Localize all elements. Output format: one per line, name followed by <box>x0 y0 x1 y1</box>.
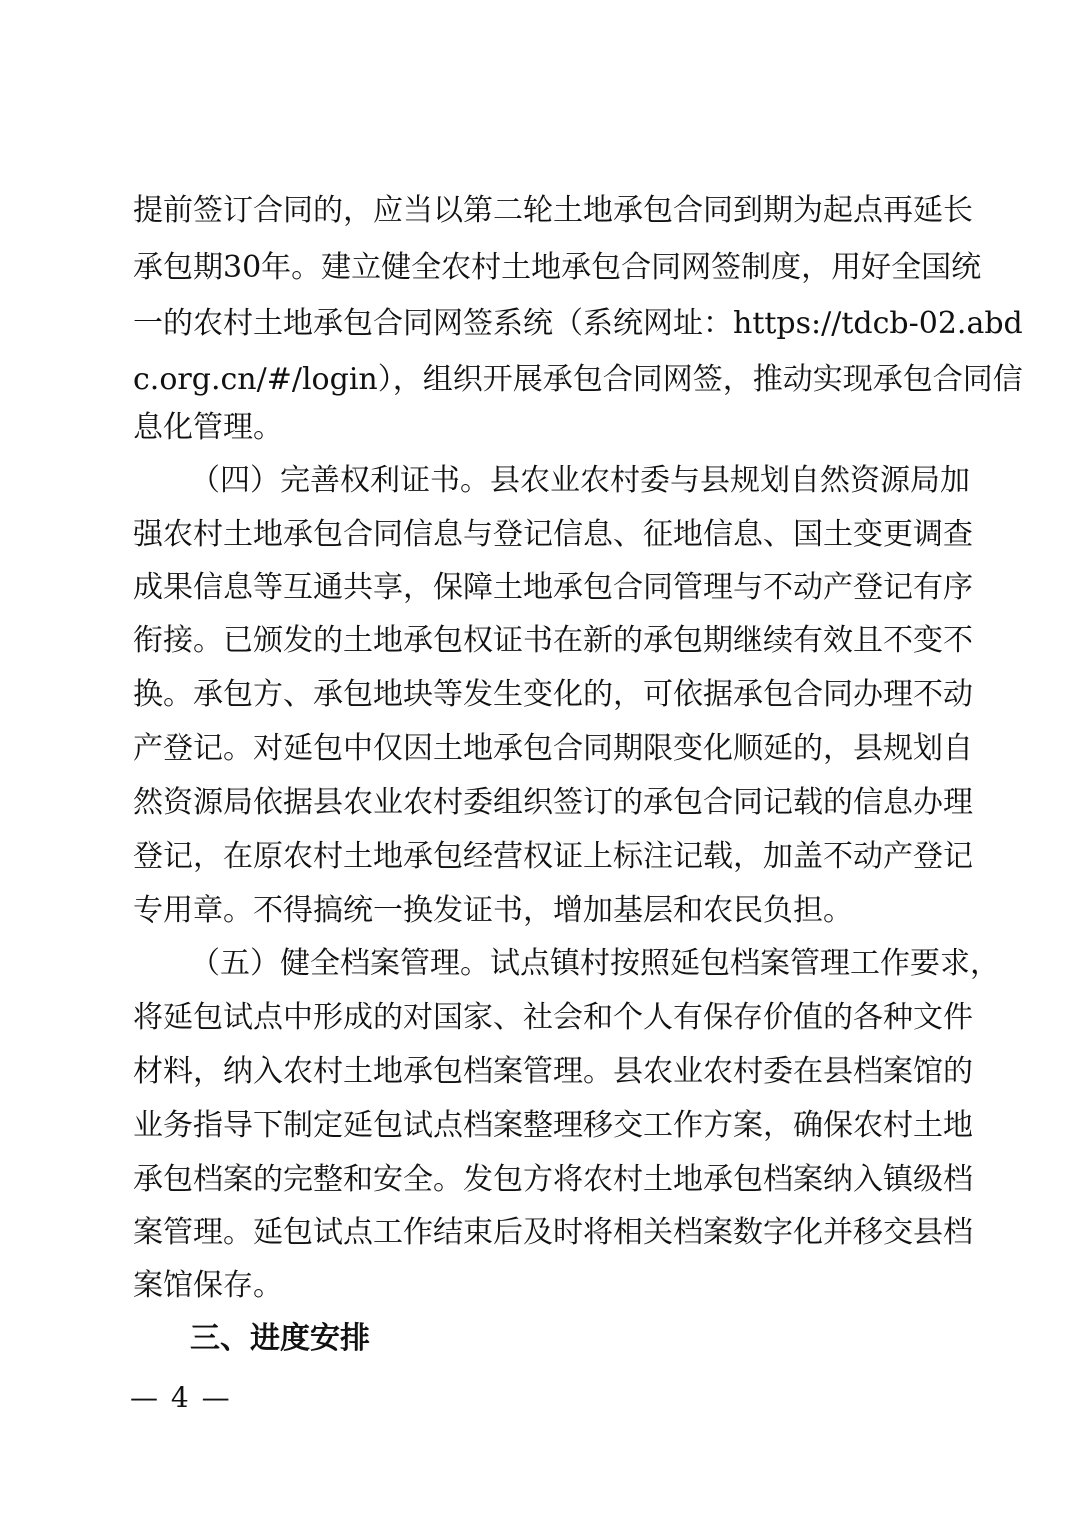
paragraph-3-line-3: 材料，纳入农村土地承包档案管理。县农业农村委在县档案馆的 <box>133 1054 973 1089</box>
paragraph-2-line-8: 登记，在原农村土地承包经营权证上标注记载，加盖不动产登记 <box>133 839 973 874</box>
paragraph-1-line-1: 提前签订合同的，应当以第二轮土地承包合同到期为起点再延长 <box>133 193 973 228</box>
paragraph-3-line-1 <box>190 946 1000 982</box>
paragraph-2-first-line-text: 。县农业农村委与县规划自然资源局加 <box>460 463 970 498</box>
paragraph-2-line-7: 然资源局依据县农业农村委组织签订的承包合同记载的信息办理 <box>133 785 973 820</box>
paragraph-3-line-2: 将延包试点中形成的对国家、社会和个人有保存价值的各种文件 <box>133 1000 973 1035</box>
paragraph-2-line-9: 专用章。不得搞统一换发证书，增加基层和农民负担。 <box>133 893 853 928</box>
paragraph-3-first-line-text: 。试点镇村按照延包档案管理工作要求， <box>460 946 1000 981</box>
paragraph-1-line-5: 息化管理。 <box>133 410 283 445</box>
paragraph-2-line-2: 强农村土地承包合同信息与登记信息、征地信息、国土变更调查 <box>133 517 973 552</box>
paragraph-1-line-4: c.org.cn/#/login），组织开展承包合同网签，推动实现承包合同信 <box>133 362 1023 397</box>
paragraph-1-line-2: 承包期30年。建立健全农村土地承包合同网签制度，用好全国统 <box>133 250 982 285</box>
paragraph-2-line-3: 成果信息等互通共享，保障土地承包合同管理与不动产登记有序 <box>133 570 973 605</box>
paragraph-2-line-4: 衔接。已颁发的土地承包权证书在新的承包期继续有效且不变不 <box>133 623 973 658</box>
paragraph-3-line-4: 业务指导下制定延包试点档案整理移交工作方案，确保农村土地 <box>133 1108 973 1143</box>
paragraph-1-line-3: 一的农村土地承包合同网签系统（系统网址：https://tdcb-02.abd <box>133 306 1023 341</box>
paragraph-3-line-7: 案馆保存。 <box>133 1268 283 1303</box>
paragraph-2-line-5: 换。承包方、承包地块等发生变化的，可依据承包合同办理不动 <box>133 677 973 712</box>
paragraph-2-heading: （四）完善权利证书 <box>190 463 460 498</box>
paragraph-2-line-6: 产登记。对延包中仅因土地承包合同期限变化顺延的，县规划自 <box>133 731 973 766</box>
paragraph-2-line-1 <box>190 463 970 499</box>
section-heading-schedule: 三、进度安排 <box>190 1321 370 1356</box>
paragraph-3-heading: （五）健全档案管理 <box>190 946 460 981</box>
paragraph-3-line-5: 承包档案的完整和安全。发包方将农村土地承包档案纳入镇级档 <box>133 1162 973 1197</box>
paragraph-3-line-6: 案管理。延包试点工作结束后及时将相关档案数字化并移交县档 <box>133 1215 973 1250</box>
page-number: — 4 — <box>130 1381 232 1414</box>
